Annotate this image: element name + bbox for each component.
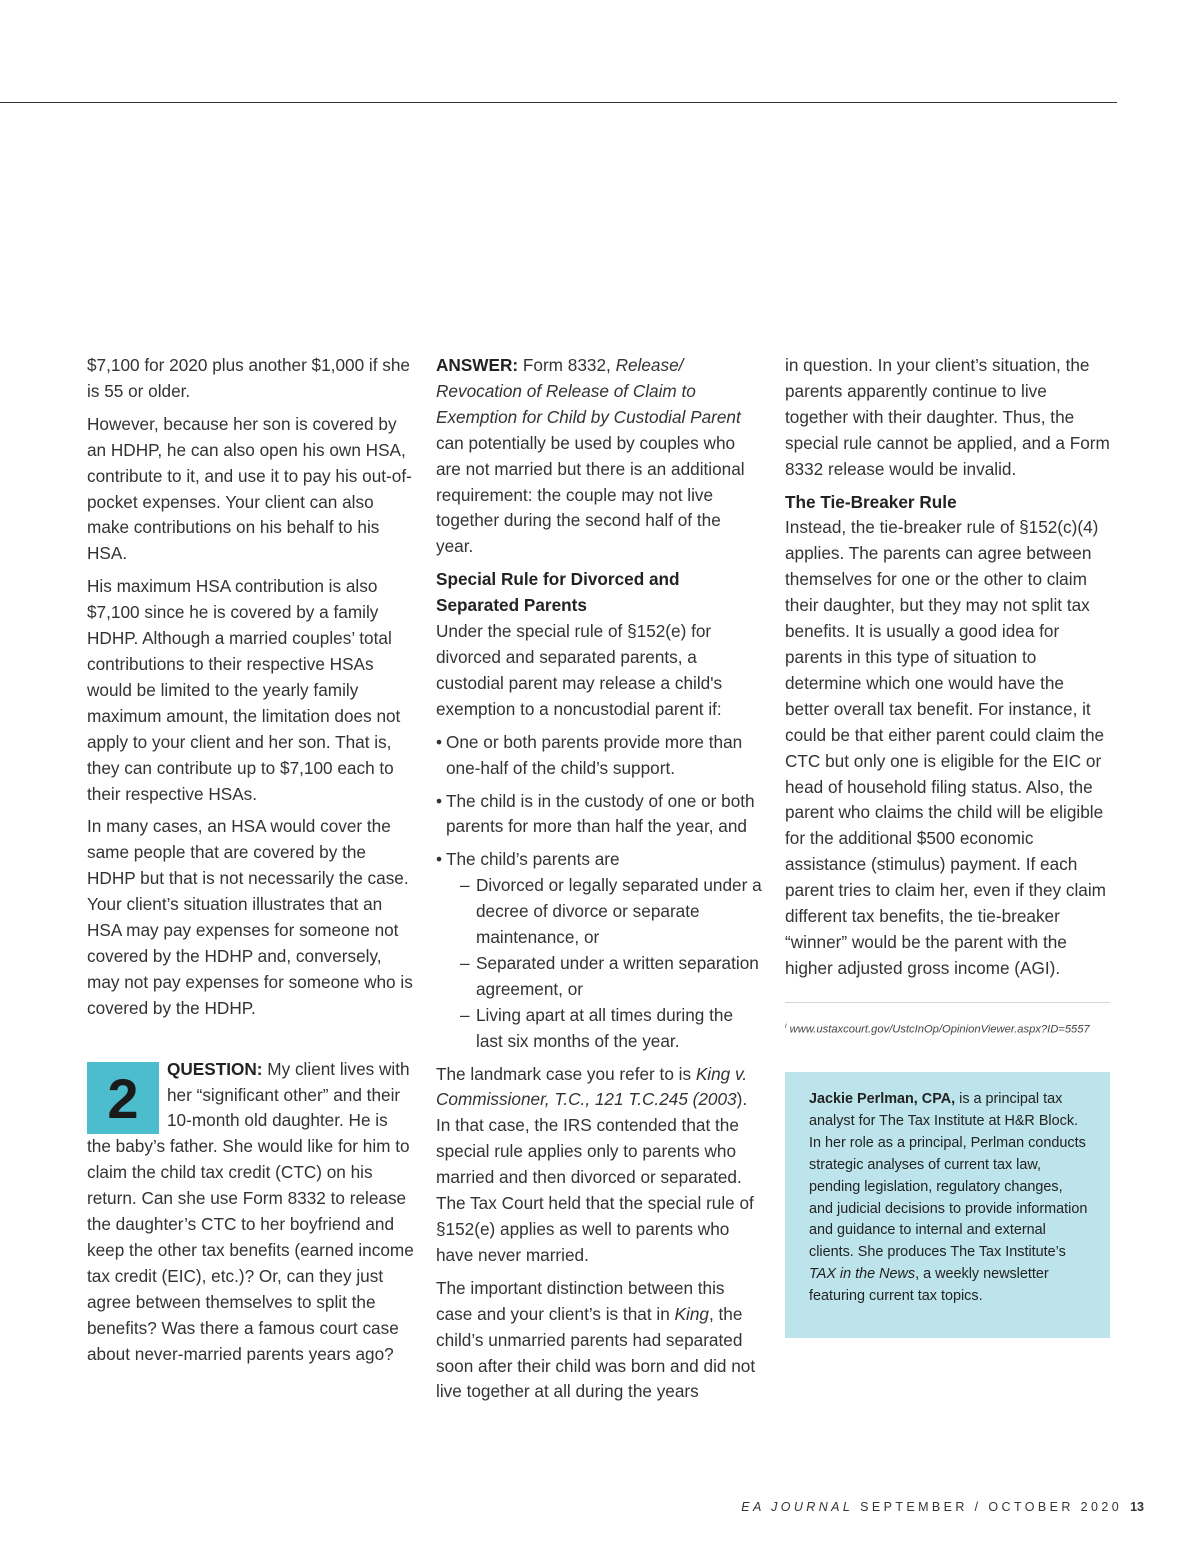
distinction-text-cont: , the child’s unmarried parents had separated soon after their child was born and did not live together at all during the years <box>436 1303 756 1402</box>
footnote-mark: i <box>785 1022 787 1030</box>
case-name: King <box>674 1303 709 1324</box>
author-bio-box <box>785 1072 1110 1338</box>
question-number-badge: 2 <box>87 1062 159 1134</box>
question-text: My client lives with her “significant other” and their 10-month old daughter. He is the baby’s father. She would like for him to claim the child tax credit (CTC) on his return. Can she use Form 8332 to release the daughter’s CTC to her boyfriend and keep the other tax benefits (earned income tax credit (EIC), etc.)? Or, can they just agree between themselves to split the benefits? Was there a famous court case about never-married parents years ago? <box>87 1058 414 1364</box>
dash-item: – Living apart at all times during the last six months of the year. <box>446 1003 762 1055</box>
answer-paragraph <box>436 353 762 560</box>
bullet-text: The child’s parents are <box>446 849 620 870</box>
paragraph: However, because her son is covered by an HDHP, he can also open his own HSA, contribute to it, and use it to pay his out-of-pocket expenses. Your client can also make contributions on his behalf to his HSA. <box>87 413 412 564</box>
footnote-divider <box>785 1002 1110 1003</box>
section-heading: Special Rule for Divorced and Separated Parents <box>436 569 680 616</box>
paragraph-distinction <box>436 1276 762 1406</box>
case-text: The landmark case you refer to is <box>436 1063 696 1084</box>
bullet-item: • The child is in the custody of one or both parents for more than half the year, and <box>436 789 762 841</box>
form-title: Release/ Revocation of Release of Claim to Exemption for Child by Custodial Parent <box>436 355 741 427</box>
footnote-url: www.ustaxcourt.gov/UstcInOp/OpinionViewer.aspx?ID=5557 <box>789 1023 1090 1036</box>
section-heading: The Tie-Breaker Rule <box>785 491 957 512</box>
issue-date: SEPTEMBER / OCTOBER 2020 <box>860 1500 1123 1514</box>
dash-list <box>446 873 762 1054</box>
dash-item: – Separated under a written separation agreement, or <box>446 951 762 1003</box>
footnote <box>785 1019 1110 1038</box>
newsletter-title: TAX in the News <box>809 1266 916 1283</box>
bio-text-cont: , a weekly newsletter featuring current tax topics. <box>809 1266 1049 1305</box>
case-close: ). <box>736 1089 748 1110</box>
column-1 <box>87 353 414 1368</box>
paragraph: Under the special rule of §152(e) for divorced and separated parents, a custodial parent may release a child's exemption to a noncustodial parent if: <box>436 621 723 719</box>
paragraph: Instead, the tie-breaker rule of §152(c)(4) applies. The parents can agree between themselves for one or the other to claim their daughter, but they may not split tax benefits. It is usually a good idea for parents in this type of situation to determine which one would have the better overall tax benefit. For instance, it could be that either parent could claim the CTC but only one is eligible for the EIC or head of household filing status. Also, the parent who claims the child will be eligible for the additional $500 economic assistance (stimulus) payment. If each parent tries to claim her, even if they claim different tax benefits, the tie-breaker “winner” would be the parent with the higher adjusted gross income (AGI). <box>785 517 1106 978</box>
question-block <box>87 1057 414 1368</box>
column-3 <box>785 353 1110 1338</box>
bio-text: is a principal tax analyst for The Tax Institute at H&R Block. In her role as a principal, Perlman conducts strategic analyses of current tax law, pending legislation, regulatory changes, and judicial decisions to provide information and guidance to internal and external clients. She produces The Tax Institute’s <box>809 1090 1088 1261</box>
bullet-item: • One or both parents provide more than one-half of the child’s support. <box>436 730 762 782</box>
journal-name: EA JOURNAL <box>741 1500 854 1514</box>
answer-text: Form 8332, <box>518 355 616 375</box>
page-footer <box>741 1500 1144 1514</box>
bullet-item <box>436 847 762 1054</box>
paragraph: in question. In your client’s situation, the parents apparently continue to live together with their daughter. Thus, the special rule cannot be applied, and a Form 8332 release would be invalid. <box>785 355 1110 479</box>
answer-label: ANSWER: <box>436 355 519 375</box>
case-text-cont: In that case, the IRS contended that the special rule applies only to parents who married and then divorced or separated. The Tax Court held that the special rule of §152(e) applies as well to parents who have never married. <box>436 1115 754 1265</box>
bullet-list <box>436 730 762 1055</box>
page-number: 13 <box>1130 1500 1144 1514</box>
dash-item: – Divorced or legally separated under a decree of divorce or separate maintenance, or <box>446 873 762 951</box>
distinction-text: The important distinction between this case and your client’s is that in <box>436 1277 725 1324</box>
author-name: Jackie Perlman, CPA, <box>809 1090 956 1107</box>
paragraph: $7,100 for 2020 plus another $1,000 if she is 55 or older. <box>87 355 410 401</box>
column-2 <box>436 353 762 1412</box>
top-rule <box>0 102 1117 103</box>
question-label: QUESTION: <box>167 1058 263 1079</box>
paragraph: In many cases, an HSA would cover the same people that are covered by the HDHP but that is not necessarily the case. Your client’s situation illustrates that an HSA may pay expenses for someone not covered by the HDHP and, conversely, may not pay expenses for someone who is covered by the HDHP. <box>87 816 413 1018</box>
paragraph-case <box>436 1062 762 1269</box>
answer-text-cont: can potentially be used by couples who are not married but there is an additional requirement: the couple may not live together during the second half of the year. <box>436 432 745 557</box>
case-citation: King v. Commissioner, T.C., 121 T.C.245 (2003 <box>436 1063 748 1110</box>
paragraph: His maximum HSA contribution is also $7,100 since he is covered by a family HDHP. Although a married couples’ total contributions to their respective HSAs would be limited to the yearly family maximum amount, the limitation does not apply to your client and her son. That is, they can contribute up to $7,100 each to their respective HSAs. <box>87 576 401 804</box>
